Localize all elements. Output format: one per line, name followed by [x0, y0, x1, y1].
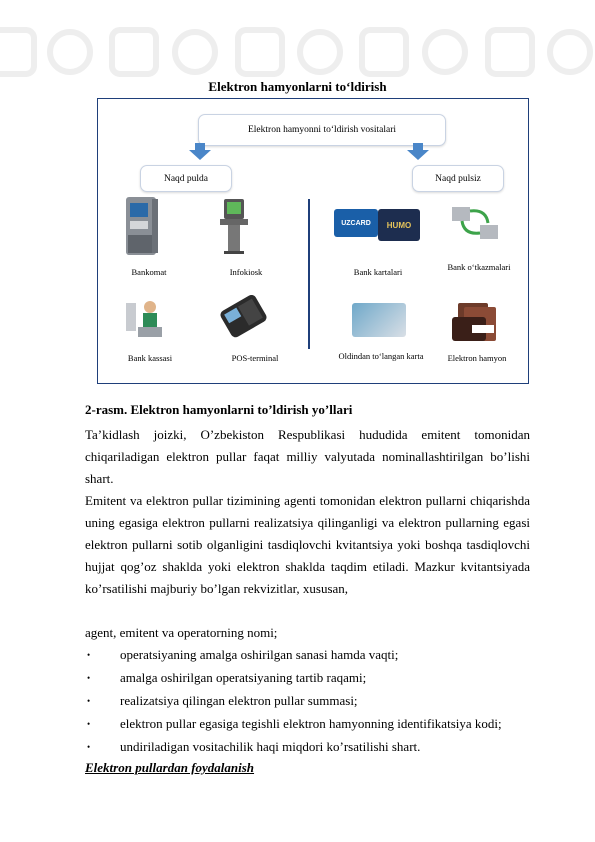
bank-transfer-icon [450, 203, 500, 243]
bullet-item [85, 713, 535, 735]
section-subheading: Elektron pullardan foydalanish [85, 760, 255, 775]
left-box-label: Naqd pulda [163, 173, 209, 184]
bullet-text: realizatsiya qilingan elektron pullar summasi; [120, 693, 358, 708]
caption-bank-kassasi: Bank kassasi [127, 353, 173, 363]
paragraph-3: agent, emitent va operatorning nomi; [85, 625, 278, 640]
bullet-icon: • [87, 742, 91, 752]
humo-card-icon [378, 209, 420, 241]
paragraph-1: Ta’kidlash joizki, O’zbekiston Respublikasi hududida emitent tomonidan chiqariladigan elektron pullar faqat milliy valyutada nominallashtirilgan bo’lishi shart. [85, 427, 530, 486]
right-box [412, 165, 504, 192]
watermark [0, 20, 595, 110]
bullet-icon: • [87, 673, 91, 683]
figure-title: Elektron hamyonlarni to‘ldirish [208, 79, 387, 94]
e-wallet-icon [448, 301, 504, 345]
pos-terminal-icon [216, 295, 272, 339]
caption-bank-otkazmalari: Bank o‘tkazmalari [447, 262, 511, 272]
bullet-text: amalga oshirilgan operatsiyaning tartib raqami; [120, 670, 367, 685]
bullet-text: elektron pullar egasiga tegishli elektron hamyonning identifikatsiya kodi; [120, 716, 502, 731]
bullet-item [85, 644, 535, 666]
caption-pos-terminal: POS-terminal [231, 353, 279, 363]
arrow-down-right-icon [406, 143, 430, 161]
bullet-text: undiriladigan vositachilik haqi miqdori ko’rsatilishi shart. [120, 739, 421, 754]
caption-bankomat: Bankomat [131, 267, 167, 277]
top-box [198, 114, 446, 146]
bullet-icon: • [87, 719, 91, 729]
bullet-item [85, 736, 535, 758]
caption-infokiosk: Infokiosk [229, 267, 263, 277]
paragraph-2: Emitent va elektron pullar tizimining agenti tomonidan elektron pullarni chiqarishda uning egasiga elektron pullarni realizatsiya qilinganligi va elektron pullarning egasi elektron pullarni sotib olganligini tasdiqlovchi kvitantsiya yoki boshqa tasdiqlovchi hujjat qog’oz shaklda yoki elektron shaklda taqdim etiladi. Mazkur kvitantsiyada ko’rsatilishi majburiy bo’lgan rekvizitlar, xususan, [85, 493, 530, 596]
uzcard-card-icon [334, 209, 378, 237]
vertical-divider [308, 199, 310, 349]
bank-cashier-icon [124, 297, 164, 339]
atm-icon [122, 195, 162, 257]
caption-bank-kartalari: Bank kartalari [353, 267, 403, 277]
infokiosk-icon [216, 197, 256, 255]
caption-prepaid-card: Oldindan to‘langan karta [338, 351, 424, 361]
uzcard-logo-text: UZCARD [341, 219, 371, 227]
left-box [140, 165, 232, 192]
bullet-item [85, 667, 535, 689]
bullet-text: operatsiyaning amalga oshirilgan sanasi hamda vaqti; [120, 647, 399, 662]
right-box-label: Naqd pulsiz [435, 173, 481, 184]
prepaid-card-icon [352, 303, 406, 337]
bullet-icon: • [87, 650, 91, 660]
bullet-item [85, 690, 535, 712]
figure-diagram [97, 98, 529, 384]
top-box-label: Elektron hamyonni to‘ldirish vositalari [247, 125, 396, 135]
arrow-down-left-icon [188, 143, 212, 161]
bullet-icon: • [87, 696, 91, 706]
humo-logo-text: HUMO [386, 220, 412, 230]
figure-caption: 2-rasm. Elektron hamyonlarni to’ldirish yo’llari [85, 402, 353, 417]
caption-e-wallet: Elektron hamyon [447, 353, 507, 363]
